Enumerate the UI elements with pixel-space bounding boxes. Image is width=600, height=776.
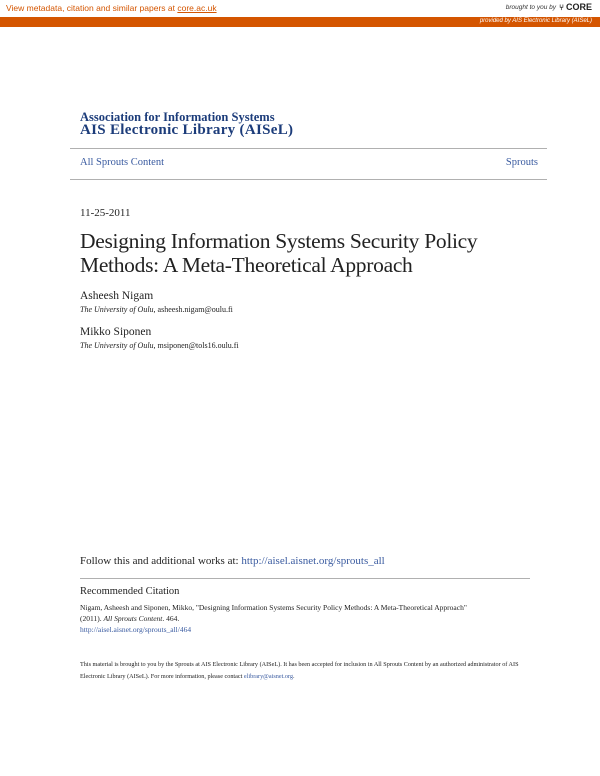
citation-url-link[interactable]: http://aisel.aisnet.org/sprouts_all/464 <box>80 625 192 634</box>
recommended-citation-heading: Recommended Citation <box>80 586 180 597</box>
recommended-citation <box>80 602 530 635</box>
core-logo-icon: ⑂ <box>559 3 564 12</box>
citation-rule <box>80 578 530 579</box>
author-affiliation <box>80 305 233 314</box>
association-title[interactable]: Association for Information Systems <box>80 110 275 124</box>
citation-line-2 <box>80 613 530 624</box>
author-email: , asheesh.nigam@oulu.fi <box>153 305 233 314</box>
follow-url-link[interactable]: http://aisel.aisnet.org/sprouts_all <box>241 555 385 567</box>
nav-all-sprouts-content[interactable]: All Sprouts Content <box>80 157 165 168</box>
header-rule-bottom <box>70 179 547 180</box>
citation-number: . 464. <box>162 614 180 623</box>
citation-line-1: Nigam, Asheesh and Siponen, Mikko, "Designing Information Systems Security Policy Methods: A Meta-Theoretical Approach" <box>80 603 467 612</box>
author-name: Mikko Siponen <box>80 326 152 338</box>
core-logo-text: CORE <box>565 2 592 12</box>
brought-to-you-text: brought to you by <box>505 4 556 11</box>
header-rule-top <box>70 148 547 149</box>
core-link[interactable]: core.ac.uk <box>177 3 217 13</box>
citation-journal: All Sprouts Content <box>103 614 163 623</box>
author-name: Asheesh Nigam <box>80 290 154 302</box>
author-email: , msiponen@tols16.oulu.fi <box>153 341 239 350</box>
author-institution: The University of Oulu <box>80 341 154 350</box>
follow-text: Follow this and additional works at: <box>80 555 242 567</box>
paper-title: Designing Information Systems Security Policy Methods: A Meta-Theoretical Approach <box>80 229 478 277</box>
core-provided-bar <box>0 17 600 27</box>
core-top-banner <box>0 0 600 17</box>
core-logo[interactable] <box>559 2 592 12</box>
library-title[interactable]: AIS Electronic Library (AISeL) <box>80 122 294 138</box>
provided-by-text: provided by AIS Electronic Library (AISeL) <box>479 18 592 24</box>
footer-email-link[interactable]: elibrary@aisnet.org <box>243 672 293 680</box>
follow-line <box>80 555 385 567</box>
core-metadata-link[interactable] <box>6 3 217 13</box>
publication-date: 11-25-2011 <box>80 207 131 219</box>
author-institution: The University of Oulu <box>80 305 154 314</box>
citation-year: (2011). <box>80 614 104 623</box>
footer-text: This material is brought to you by the Sprouts at AIS Electronic Library (AISeL). It has been accepted for inclusion in All Sprouts Content by an authorized administrator of AIS Electronic Library (AISeL). For more information, please contact <box>80 661 519 680</box>
nav-sprouts[interactable]: Sprouts <box>505 157 538 168</box>
core-metadata-prefix: View metadata, citation and similar papers at <box>6 3 178 13</box>
author-affiliation <box>80 341 239 350</box>
footer-end: . <box>292 672 295 680</box>
footer-notice <box>80 659 530 682</box>
